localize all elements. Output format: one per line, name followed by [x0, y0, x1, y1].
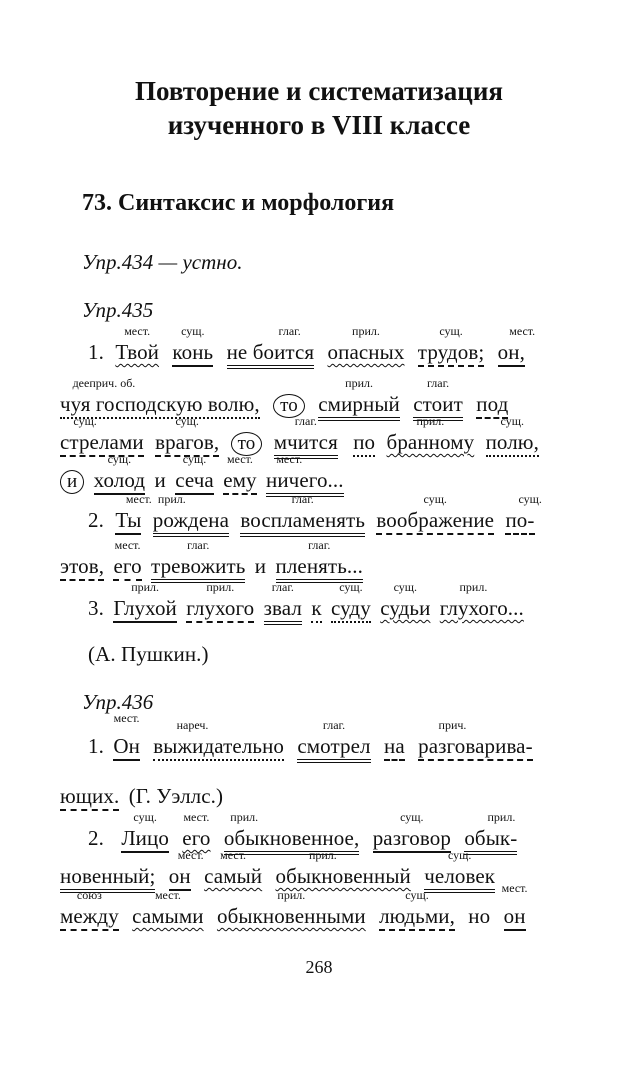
word: прил. глухого... — [439, 580, 524, 620]
pos-label: глаг. — [308, 538, 331, 552]
pos-label: глаг. — [322, 718, 346, 732]
word: мест. он — [169, 864, 191, 889]
word: глаг. стоит — [413, 392, 463, 417]
word: глаг. пленять... — [276, 554, 363, 579]
pos-label: прил. — [487, 810, 516, 824]
word: прил. обыкновенными — [216, 888, 366, 928]
circled-conjunction: то — [231, 432, 263, 456]
word: сущ. Лицо — [121, 826, 169, 851]
word: этов, — [60, 554, 104, 579]
item-number: 2. — [88, 508, 104, 532]
word: прил. смирный — [318, 392, 400, 417]
section-heading: 73. Синтаксис и морфология — [82, 190, 395, 216]
word: нареч. выжидательно — [153, 734, 284, 759]
text-line-1 — [88, 324, 536, 365]
word: глаг. воспламенять — [240, 508, 365, 533]
page-number: 268 — [305, 957, 333, 977]
word: сущ. сеча — [175, 468, 214, 493]
pos-label: сущ. — [400, 810, 424, 824]
word: глаг. тревожить — [151, 554, 245, 579]
pos-label: прил. — [131, 580, 160, 594]
word: сущ. людьми, — [379, 904, 455, 929]
word: (Г. Уэллс.) — [128, 784, 224, 808]
pos-label: прил. — [352, 324, 380, 338]
pos-label: сущ. — [423, 492, 447, 506]
pos-label: сущ. — [175, 414, 199, 428]
word: под — [476, 392, 508, 417]
word: дееприч. об. чуя господскую волю, — [60, 392, 260, 417]
word: сущ. конь — [172, 340, 213, 365]
word: прил. обык- — [464, 826, 517, 851]
text-line-7 — [88, 580, 524, 621]
word: мест. самыми — [132, 888, 204, 928]
text-line-13 — [60, 881, 528, 929]
word: прил. обыкновенное, — [224, 826, 359, 851]
word: сущ. судьи — [380, 580, 431, 620]
word: мест. самый — [204, 848, 263, 888]
word: мест. ничего... — [266, 468, 344, 493]
word: сущ. полю, — [486, 430, 539, 455]
word: и — [154, 468, 166, 492]
word: мест. Ты — [115, 508, 141, 533]
text-line-9 — [88, 711, 533, 759]
word: прил. глухого — [186, 596, 254, 621]
word: прил. рождена — [153, 508, 229, 533]
pos-label: союз — [76, 888, 102, 902]
pos-label: сущ. — [133, 810, 157, 824]
word: сущ. холод — [94, 468, 145, 493]
text-line-4 — [60, 452, 344, 494]
word: по — [353, 430, 375, 455]
pos-label: нареч. — [176, 718, 209, 732]
pos-label: прил. — [308, 848, 337, 862]
item-number: 3. — [88, 596, 104, 620]
pos-label: глаг. — [271, 580, 294, 594]
pos-label: мест. — [125, 492, 152, 506]
word: сущ. стрелами — [60, 430, 144, 455]
word: сущ. трудов; — [418, 340, 484, 365]
word: мест. Твой — [115, 324, 160, 364]
word: мест. его — [113, 554, 141, 579]
pos-label: сущ. — [181, 324, 205, 338]
circled-conjunction: и — [60, 470, 84, 494]
item-number: 1. — [88, 734, 104, 758]
pos-label: дееприч. об. — [72, 376, 136, 390]
item-number: 1. — [88, 340, 104, 364]
word: ющих. — [60, 784, 119, 809]
pos-label: глаг. — [294, 414, 317, 428]
word: глаг. не боится — [227, 340, 315, 365]
word: глаг. звал — [264, 596, 302, 621]
pos-label: прил. — [157, 492, 186, 506]
word: и — [254, 554, 267, 578]
pos-label: сущ. — [447, 848, 472, 862]
pos-label: глаг. — [278, 324, 301, 338]
word: сущ. воображение — [376, 508, 494, 533]
pos-label: мест. — [113, 711, 140, 725]
pos-label: мест. — [124, 324, 151, 338]
pos-label: мест. — [183, 810, 210, 824]
pos-label: прич. — [438, 718, 467, 732]
pos-label: прил. — [459, 580, 488, 594]
pos-label: мест. — [226, 452, 253, 466]
exercise-434-label: Упр.434 — устно. — [82, 250, 243, 274]
citation: (А. Пушкин.) — [88, 642, 209, 666]
pos-label: глаг. — [291, 492, 314, 506]
word: сущ. человек — [424, 864, 495, 889]
pos-label: прил. — [206, 580, 235, 594]
pos-label: глаг. — [426, 376, 450, 390]
exercise-435-label: Упр.435 — [82, 298, 154, 322]
pos-label: глаг. — [187, 538, 210, 552]
page-title-line-2: изученного в VIII классе — [167, 110, 471, 140]
word: глаг. смотрел — [297, 734, 370, 759]
pos-label: мест. — [509, 324, 536, 338]
word: сущ. суду — [331, 596, 371, 621]
text-line-12 — [60, 848, 496, 889]
word: прил. Глухой — [113, 596, 177, 621]
word: прил. бранному — [386, 414, 475, 454]
pos-label: сущ. — [393, 580, 418, 594]
text-line-5 — [88, 492, 542, 533]
word: прил. обыкновенный — [275, 848, 411, 888]
word: к — [311, 596, 321, 621]
word: прил. опасных — [327, 324, 405, 364]
pos-label: сущ. — [500, 414, 524, 428]
pos-label: сущ. — [182, 452, 207, 466]
word: мест. ему — [223, 468, 256, 493]
pos-label: сущ. — [405, 888, 429, 902]
pos-label: прил. — [416, 414, 445, 428]
pos-label: прил. — [345, 376, 373, 390]
word: но — [468, 904, 491, 928]
pos-label: сущ. — [73, 414, 97, 428]
pos-label: прил. — [277, 888, 306, 902]
pos-label: мест. — [114, 538, 141, 552]
pos-label: мест. — [220, 848, 247, 862]
word: мест. его — [182, 810, 211, 850]
text-line-6 — [60, 538, 363, 579]
word: сущ. врагов, — [155, 430, 219, 455]
pos-label: сущ. — [107, 452, 132, 466]
pos-label: сущ. — [339, 580, 363, 594]
pos-label: прил. — [230, 810, 259, 824]
word: мест. Он — [113, 734, 140, 759]
word: сущ. по- — [505, 508, 534, 533]
word: прич. разговарива- — [418, 734, 533, 759]
pos-label: мест. — [154, 888, 181, 902]
exercise-436-label: Упр.436 — [82, 690, 154, 714]
item-number: 2. — [88, 826, 104, 850]
pos-label: мест. — [276, 452, 303, 466]
text-line-10 — [60, 784, 223, 809]
word: союз между — [60, 904, 119, 929]
circled-conjunction: то — [273, 394, 305, 418]
pos-label: сущ. — [518, 492, 542, 506]
word: сущ. разговор — [373, 826, 451, 851]
word: на — [384, 734, 405, 759]
pos-label: мест. — [501, 881, 528, 895]
page-title-line-1: Повторение и систематизация — [135, 76, 503, 106]
pos-label: мест. — [177, 848, 204, 862]
pos-label: сущ. — [439, 324, 463, 338]
word: глаг. мчится — [274, 430, 338, 455]
word: мест. он — [504, 904, 526, 929]
word: мест. он, — [498, 340, 525, 365]
word: новенный; — [60, 864, 155, 889]
